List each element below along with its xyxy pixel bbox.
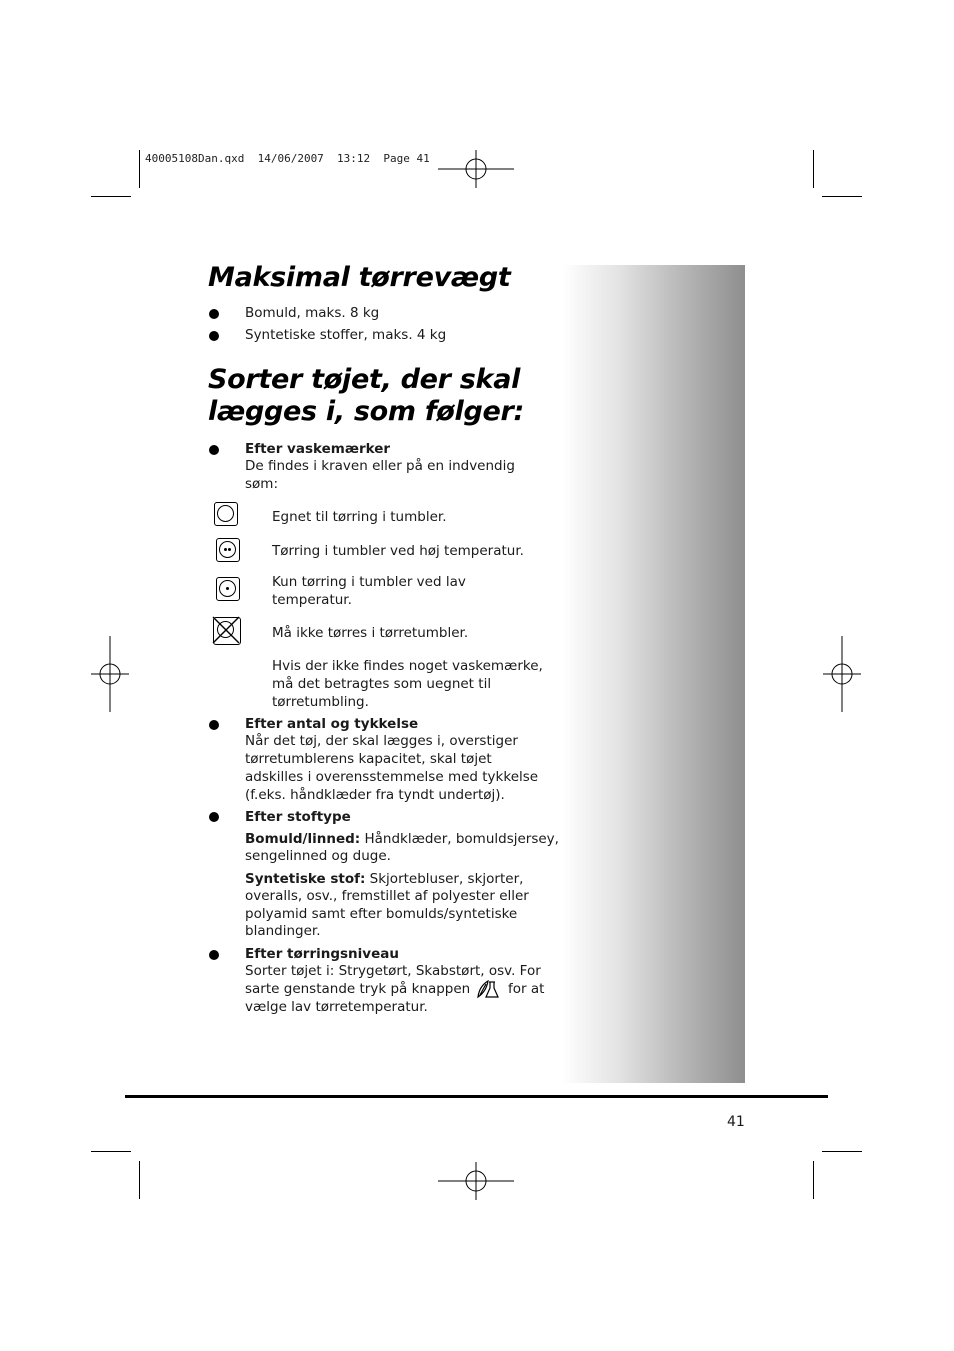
footer-rule xyxy=(125,1095,828,1098)
heading-sort-line2: lægges i, som følger: xyxy=(208,396,525,427)
heading-max-weight: Maksimal tørrevægt xyxy=(208,262,511,293)
synthetic-label: Syntetiske stof: xyxy=(245,871,366,887)
page-number: 41 xyxy=(727,1114,745,1130)
weight-item: Bomuld, maks. 8 kg xyxy=(245,305,380,321)
drying-text: for at xyxy=(508,981,545,997)
cotton-text: Håndklæder, bomuldsjersey, xyxy=(360,831,559,847)
quantity-text: (f.eks. håndklæder fra tyndt undertøj). xyxy=(245,787,505,803)
symbol-label: temperatur. xyxy=(272,592,352,608)
fabric-cotton xyxy=(245,830,559,848)
care-note: Hvis der ikke findes noget vaskemærke, xyxy=(272,658,543,674)
tumble-dry-low-icon xyxy=(216,577,240,601)
care-text: De findes i kraven eller på en indvendig xyxy=(245,458,515,474)
side-gradient-panel xyxy=(562,265,745,1083)
symbol-label: Egnet til tørring i tumbler. xyxy=(272,509,447,525)
care-note: må det betragtes som uegnet til xyxy=(272,676,492,692)
cotton-text: sengelinned og duge. xyxy=(245,848,391,864)
synthetic-text: Skjortebluser, skjorter, xyxy=(365,871,524,887)
quantity-text: tørretumblerens kapacitet, skal tøjet xyxy=(245,751,492,767)
cotton-label: Bomuld/linned: xyxy=(245,831,361,847)
drying-text: vælge lav tørretemperatur. xyxy=(245,999,428,1015)
bullet xyxy=(209,720,219,730)
weight-item: Syntetiske stoffer, maks. 4 kg xyxy=(245,327,447,343)
symbol-label: Må ikke tørres i tørretumbler. xyxy=(272,625,469,641)
quantity-text: Når det tøj, der skal lægges i, overstiger xyxy=(245,733,518,749)
drying-title: Efter tørringsniveau xyxy=(245,946,399,962)
fabric-title: Efter stoftype xyxy=(245,809,351,825)
synthetic-text: blandinger. xyxy=(245,923,321,939)
bullet xyxy=(209,309,219,319)
synthetic-text: overalls, osv., fremstillet af polyester eller xyxy=(245,888,529,904)
care-title: Efter vaskemærker xyxy=(245,441,391,457)
symbol-label: Kun tørring i tumbler ved lav xyxy=(272,574,466,590)
care-text: søm: xyxy=(245,476,278,492)
bullet xyxy=(209,445,219,455)
tumble-dry-icon xyxy=(214,502,238,526)
bullet xyxy=(209,812,219,822)
symbol-label: Tørring i tumbler ved høj temperatur. xyxy=(272,543,524,559)
heading-sort-line1: Sorter tøjet, der skal xyxy=(208,364,521,395)
bullet xyxy=(209,950,219,960)
quantity-title: Efter antal og tykkelse xyxy=(245,716,419,732)
do-not-tumble-dry-icon xyxy=(213,617,241,645)
synthetic-text: polyamid samt efter bomulds/syntetiske xyxy=(245,906,518,922)
fabric-synthetic xyxy=(245,870,523,888)
care-note: tørretumbling. xyxy=(272,694,369,710)
printer-slug: 40005108Dan.qxd 14/06/2007 13:12 Page 41 xyxy=(145,152,430,165)
drying-text: sarte genstande tryk på knappen xyxy=(245,981,471,997)
tumble-dry-high-icon xyxy=(216,538,240,562)
quantity-text: adskilles i overensstemmelse med tykkelse xyxy=(245,769,539,785)
delicate-low-heat-icon xyxy=(476,979,500,999)
drying-text: Sorter tøjet i: Strygetørt, Skabstørt, osv. For xyxy=(245,963,541,979)
bullet xyxy=(209,331,219,341)
